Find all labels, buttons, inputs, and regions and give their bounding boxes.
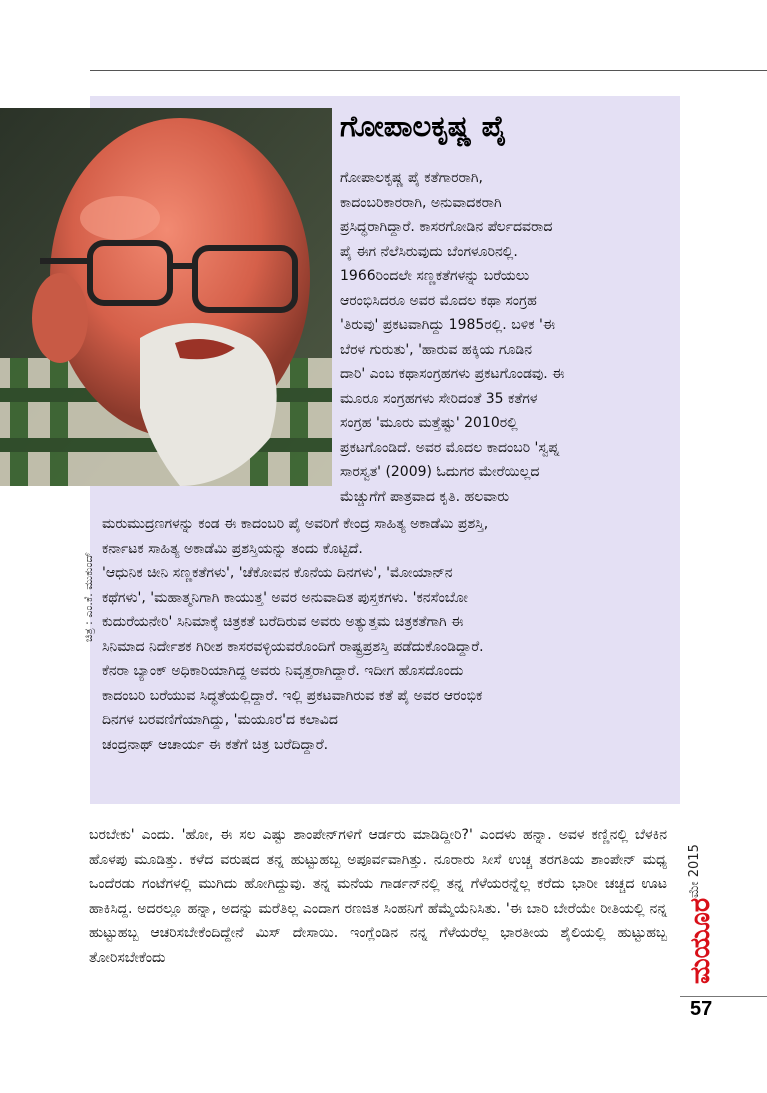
story-body-text: ಬರಬೇಕು' ಎಂದು. 'ಹೋ, ಈ ಸಲ ಎಷ್ಟು ಶಾಂಪೇನ್‌ಗಳಿಗೆ ಆರ್ಡರು ಮಾಡಿದ್ದೀರಿ?' ಎಂದಳು ಹನ್ನಾ. ಅವಳ ಕಣ್ಣಿನಲ್ಲಿ ಬೆಳಕಿನ ಹೊಳಪು ಮೂಡಿತ್ತು. ಕಳೆದ ವರುಷದ ತನ್ನ ಹುಟ್ಟುಹಬ್ಬ ಅಪೂರ್ವವಾಗಿತ್ತು. ನೂರಾರು ಸೀಸೆ ಉಚ್ಚ ತರಗತಿಯ ಶಾಂಪೇನ್ ಮಧ್ಯ ಒಂದೆರಡು ಗಂಟೆಗಳಲ್ಲಿ ಮುಗಿದು ಹೋಗಿದ್ದುವು. ತನ್ನ ಮನೆಯ ಗಾರ್ಡನ್‌ನಲ್ಲಿ ತನ್ನ ಗೆಳೆಯರನ್ನೆಲ್ಲ ಕರೆದು ಭಾರೀ ಚಚ್ಚದ ಊಟ ಹಾಕಿಸಿದ್ದ. ಅದರಲ್ಲೂ ಹನ್ನಾ, ಅದನ್ನು ಮರೆತಿಲ್ಲ ಎಂದಾಗ ರಣಜಿತ ಸಿಂಹನಿಗೆ ಹೆಮ್ಮೆಯೆನಿಸಿತು. 'ಈ ಬಾರಿ ಬೇರೆಯೇ ರೀತಿಯಲ್ಲಿ ನನ್ನ ಹುಟ್ಟುಹಬ್ಬ ಆಚರಿಸಬೇಕೆಂದಿದ್ದೇನೆ ಮಿಸ್ ದೇಸಾಯಿ. ಇಂಗ್ಲೆಂಡಿನ ನನ್ನ ಗೆಳೆಯರೆಲ್ಲ ಭಾರತೀಯ ಶೈಲಿಯಲ್ಲಿ ಹುಟ್ಟುಹಬ್ಬ ತೋರಿಸಬೇಕೆಂದು	[89, 827, 667, 966]
article-title: ಗೋಪಾಲಕೃಷ್ಣ ಪೈ	[340, 109, 507, 143]
page-number-rule	[680, 996, 767, 997]
issue-date: ಮೇ 2015	[687, 844, 702, 898]
bio-narrow-column	[340, 166, 672, 509]
bio-line: ಕಾದಂಬರಿ ಬರೆಯುವ ಸಿದ್ಧತೆಯಲ್ಲಿದ್ದಾರೆ. ಇಲ್ಲಿ ಪ್ರಕಟವಾಗಿರುವ ಕತೆ ಪೈ ಅವರ ಆರಂಭಿಕ	[102, 687, 483, 704]
bio-line: 'ಆಧುನಿಕ ಚೀನಿ ಸಣ್ಣಕತೆಗಳು', 'ಚೆಕೋವನ ಕೊನೆಯ ದಿನಗಳು', 'ಮೋಯಾನ್‌ನ	[102, 565, 453, 581]
bio-line: 1966ರಿಂದಲೇ ಸಣ್ಣಕತೆಗಳನ್ನು ಬರೆಯಲು	[340, 268, 530, 284]
bio-line: 'ತಿರುವು' ಪ್ರಕಟವಾಗಿದ್ದು 1985ರಲ್ಲಿ. ಬಳಿಕ 'ಈ	[340, 317, 556, 333]
bio-line: ಬೆರಳ ಗುರುತು', 'ಹಾರುವ ಹಕ್ಕಿಯ ಗೂಡಿನ	[340, 341, 533, 358]
bio-line: ಕುದುರೆಯನೇರಿ' ಸಿನಿಮಾಕ್ಕೆ ಚಿತ್ರಕತೆ ಬರೆದಿರುವ ಅವರು ಅತ್ಯುತ್ತಮ ಚಿತ್ರಕತೆಗಾಗಿ ಈ	[102, 614, 464, 630]
bio-line: ಆರಂಭಿಸಿದರೂ ಅವರ ಮೊದಲ ಕಥಾ ಸಂಗ್ರಹ	[340, 292, 537, 309]
bio-line: ಪ್ರಕಟಗೊಂಡಿದೆ. ಅವರ ಮೊದಲ ಕಾದಂಬರಿ 'ಸ್ವಪ್ನ	[340, 439, 560, 456]
photo-credit: ಚಿತ್ರ : ಎಂ.ಕೆ. ಮುಕುಂದ್	[82, 551, 95, 642]
author-photo	[0, 108, 332, 486]
bio-line: ಕೆನರಾ ಬ್ಯಾಂಕ್ ಅಧಿಕಾರಿಯಾಗಿದ್ದ ಅವರು ನಿವೃತ್ತರಾಗಿದ್ದಾರೆ. ಇದೀಗ ಹೊಸದೊಂದು	[102, 663, 464, 679]
bio-line: ಕರ್ನಾಟಕ ಸಾಹಿತ್ಯ ಅಕಾಡೆಮಿ ಪ್ರಶಸ್ತಿಯನ್ನು ತಂದು ಕೊಟ್ಟಿದೆ.	[102, 540, 363, 557]
bio-wide-column	[102, 512, 674, 757]
bio-line: ಕಥೆಗಳು', 'ಮಹಾತ್ಮನಿಗಾಗಿ ಕಾಯುತ್ತ' ಅವರ ಅನುವಾದಿತ ಪುಸ್ತಕಗಳು. 'ಕನಸೆಂಬೋ	[102, 589, 468, 606]
bio-line: ದಾರಿ' ಎಂಬ ಕಥಾಸಂಗ್ರಹಗಳು ಪ್ರಕಟಗೊಂಡವು. ಈ	[340, 366, 565, 382]
bio-line: ಗೋಪಾಲಕೃಷ್ಣ ಪೈ ಕತೆಗಾರರಾಗಿ,	[340, 170, 483, 186]
magazine-logo: ಮಯೂರ	[685, 897, 716, 984]
bio-line: ಸಂಗ್ರಹ 'ಮೂರು ಮತ್ತೆಷ್ಟು' 2010ರಲ್ಲಿ	[340, 415, 518, 431]
bio-line: ಸಿನಿಮಾದ ನಿರ್ದೇಶಕ ಗಿರೀಶ ಕಾಸರವಳ್ಳಿಯವರೊಂದಿಗೆ ರಾಷ್ಟ್ರಪ್ರಶಸ್ತಿ ಪಡೆದುಕೊಂಡಿದ್ದಾರೆ.	[102, 638, 484, 655]
bio-line: ಪ್ರಸಿದ್ಧರಾಗಿದ್ದಾರೆ. ಕಾಸರಗೋಡಿನ ಪೆರ್ಲದವರಾದ	[340, 219, 553, 235]
bio-line: ದಿನಗಳ ಬರವಣಿಗೆಯಾಗಿದ್ದು, 'ಮಯೂರ'ದ ಕಲಾವಿದ	[102, 712, 338, 728]
bio-line: ಚಂದ್ರನಾಥ್ ಆಚಾರ್ಯ ಈ ಕತೆಗೆ ಚಿತ್ರ ಬರೆದಿದ್ದಾರೆ.	[102, 736, 329, 753]
bio-line: ಕಾದಂಬರಿಕಾರರಾಗಿ, ಅನುವಾದಕರಾಗಿ	[340, 194, 502, 211]
bio-line: ಮೂರೂ ಸಂಗ್ರಹಗಳು ಸೇರಿದಂತೆ 35 ಕತೆಗಳ	[340, 390, 538, 407]
bio-line: ಪೈ ಈಗ ನೆಲೆಸಿರುವುದು ಬೆಂಗಳೂರಿನಲ್ಲಿ.	[340, 243, 518, 260]
bio-line: ಸಾರಸ್ವತ' (2009) ಓದುಗರ ಮೇರೆಯಿಲ್ಲದ	[340, 464, 540, 480]
page-number: 57	[690, 998, 713, 1020]
top-rule	[90, 70, 767, 71]
bio-line: ಮರುಮುದ್ರಣಗಳನ್ನು ಕಂಡ ಈ ಕಾದಂಬರಿ ಪೈ ಅವರಿಗೆ ಕೇಂದ್ರ ಸಾಹಿತ್ಯ ಅಕಾಡೆಮಿ ಪ್ರಶಸ್ತಿ,	[102, 516, 489, 532]
bio-line: ಮೆಚ್ಚುಗೆಗೆ ಪಾತ್ರವಾದ ಕೃತಿ. ಹಲವಾರು	[340, 488, 510, 505]
